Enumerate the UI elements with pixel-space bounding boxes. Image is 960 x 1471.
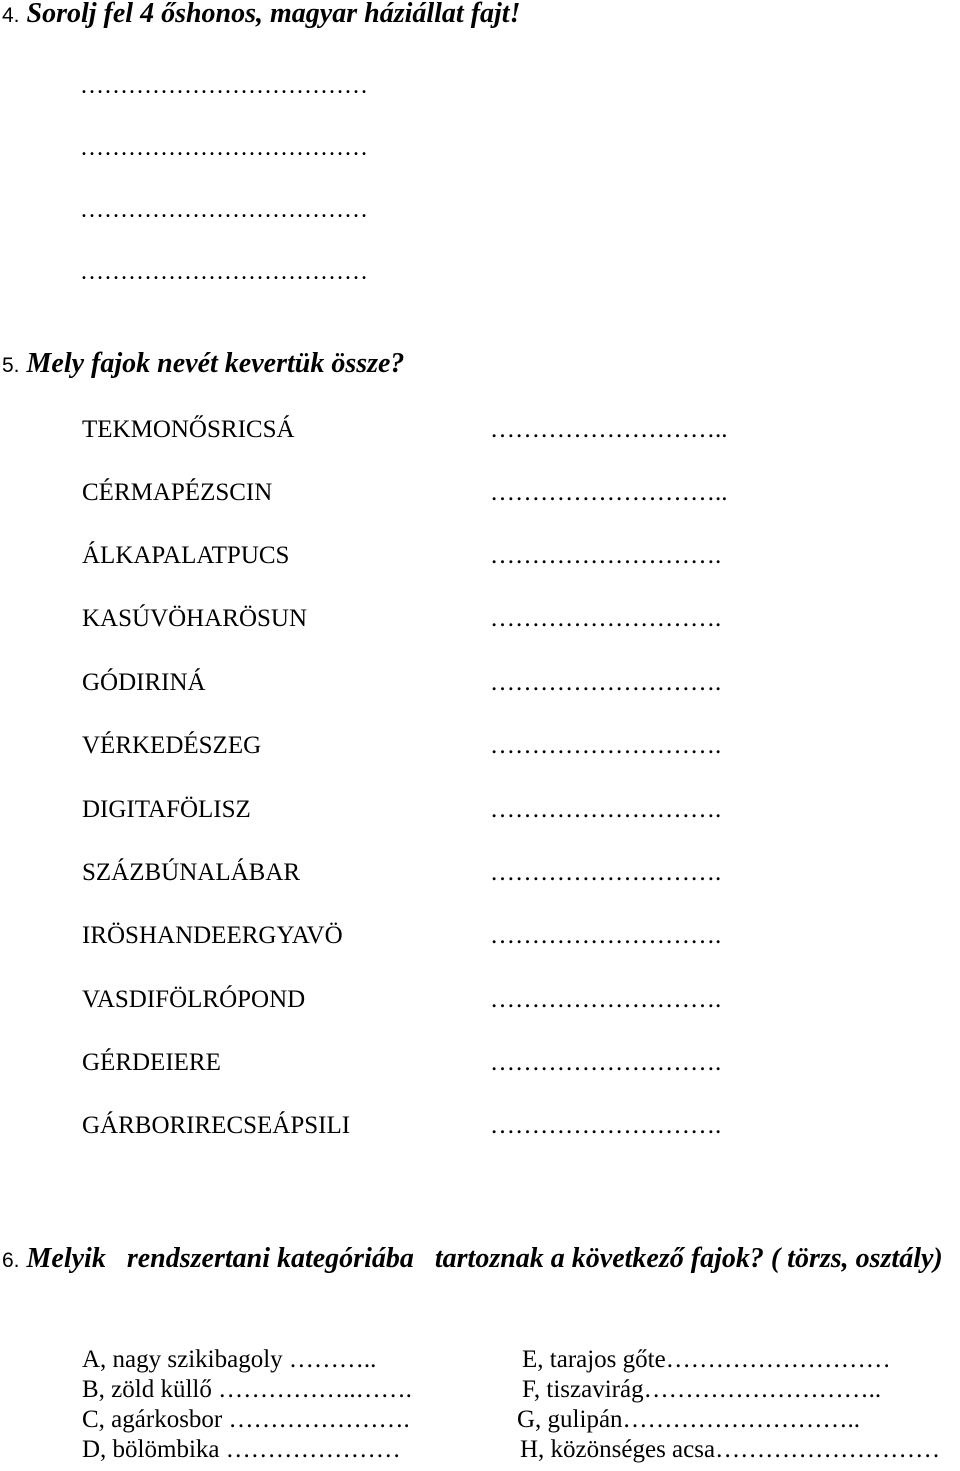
scrambled-word: DIGITAFÖLISZ bbox=[82, 796, 251, 823]
question-6-number: 6. bbox=[2, 1249, 20, 1272]
species-label: H, közönséges acsa bbox=[520, 1436, 716, 1463]
species-answer-blank[interactable]: ……………………….. bbox=[622, 1406, 861, 1433]
species-answer-blank[interactable]: ……………..……. bbox=[218, 1376, 412, 1403]
scrambled-answer-blank[interactable]: ………………………. bbox=[490, 542, 722, 569]
species-answer-blank[interactable]: ……………………….. bbox=[643, 1376, 882, 1403]
scrambled-answer-blank[interactable]: ………………………. bbox=[490, 796, 722, 823]
scrambled-word: KASÚVÖHARÖSUN bbox=[82, 605, 308, 632]
question-5-heading bbox=[2, 350, 404, 378]
species-item bbox=[82, 1437, 401, 1462]
species-answer-blank[interactable]: ………………… bbox=[225, 1436, 401, 1463]
species-item bbox=[82, 1377, 412, 1402]
species-answer-blank[interactable]: ……………………… bbox=[665, 1346, 891, 1373]
scrambled-word: GÁRBORIRECSEÁPSILI bbox=[82, 1112, 351, 1139]
scrambled-answer-blank[interactable]: ………………………. bbox=[490, 1049, 722, 1076]
scrambled-answer-blank[interactable]: ………………………. bbox=[490, 986, 722, 1013]
scrambled-answer-blank[interactable]: ……………………….. bbox=[490, 479, 728, 506]
question-6-title-part-1: Melyik bbox=[26, 1243, 106, 1274]
answer-blank-1[interactable]: ……………………………… bbox=[80, 73, 368, 99]
answer-blank-4[interactable]: ……………………………… bbox=[80, 259, 368, 285]
answer-blank-3[interactable]: ……………………………… bbox=[80, 197, 368, 223]
scrambled-word: ÁLKAPALATPUCS bbox=[82, 542, 290, 569]
scrambled-word: VÉRKEDÉSZEG bbox=[82, 732, 262, 759]
species-label: D, bölömbika bbox=[82, 1436, 220, 1463]
species-label: E, tarajos gőte bbox=[522, 1346, 666, 1373]
scrambled-word: GÓDIRINÁ bbox=[82, 669, 206, 696]
species-answer-blank[interactable]: …………………. bbox=[228, 1406, 410, 1433]
scrambled-word: TEKMONŐSRICSÁ bbox=[82, 416, 295, 443]
species-label: B, zöld küllő bbox=[82, 1376, 212, 1403]
scrambled-answer-blank[interactable]: ……………………….. bbox=[490, 416, 728, 443]
species-label: A, nagy szikibagoly bbox=[82, 1346, 283, 1373]
question-5-number: 5. bbox=[2, 354, 20, 377]
scrambled-word: VASDIFÖLRÓPOND bbox=[82, 986, 306, 1013]
scrambled-answer-blank[interactable]: ………………………. bbox=[490, 669, 722, 696]
species-item bbox=[522, 1377, 881, 1402]
question-4-heading bbox=[2, 0, 520, 28]
scrambled-answer-blank[interactable]: ………………………. bbox=[490, 922, 722, 949]
scrambled-answer-blank[interactable]: ………………………. bbox=[490, 859, 722, 886]
question-6-heading bbox=[2, 1238, 958, 1282]
scrambled-word: GÉRDEIERE bbox=[82, 1049, 221, 1076]
species-label: F, tiszavirág bbox=[522, 1376, 644, 1403]
species-answer-blank[interactable]: ……….. bbox=[288, 1346, 377, 1373]
species-item bbox=[82, 1407, 410, 1432]
scrambled-answer-blank[interactable]: ………………………. bbox=[490, 732, 722, 759]
scrambled-word: CÉRMAPÉZSCIN bbox=[82, 479, 273, 506]
scrambled-word: IRÖSHANDEERGYAVÖ bbox=[82, 922, 343, 949]
scrambled-word: SZÁZBÚNALÁBAR bbox=[82, 859, 301, 886]
question-4-title: Sorolj fel 4 őshonos, magyar háziállat fajt! bbox=[26, 0, 521, 29]
species-item bbox=[82, 1347, 376, 1372]
species-label: G, gulipán bbox=[517, 1406, 623, 1433]
species-item bbox=[517, 1407, 860, 1432]
question-6-title-part-3: tartoznak a következő fajok? ( törzs, osztály) bbox=[434, 1243, 943, 1274]
species-item bbox=[522, 1347, 891, 1372]
question-4-number: 4. bbox=[2, 4, 20, 27]
question-5-title: Mely fajok nevét kevertük össze? bbox=[26, 348, 405, 379]
scrambled-answer-blank[interactable]: ………………………. bbox=[490, 1112, 722, 1139]
question-6-title-part-2: rendszertani kategóriába bbox=[126, 1243, 414, 1274]
species-answer-blank[interactable]: ……………………… bbox=[715, 1436, 941, 1463]
answer-blank-2[interactable]: ……………………………… bbox=[80, 135, 368, 161]
species-label: C, agárkosbor bbox=[82, 1406, 223, 1433]
scrambled-answer-blank[interactable]: ………………………. bbox=[490, 605, 722, 632]
species-item bbox=[520, 1437, 940, 1462]
